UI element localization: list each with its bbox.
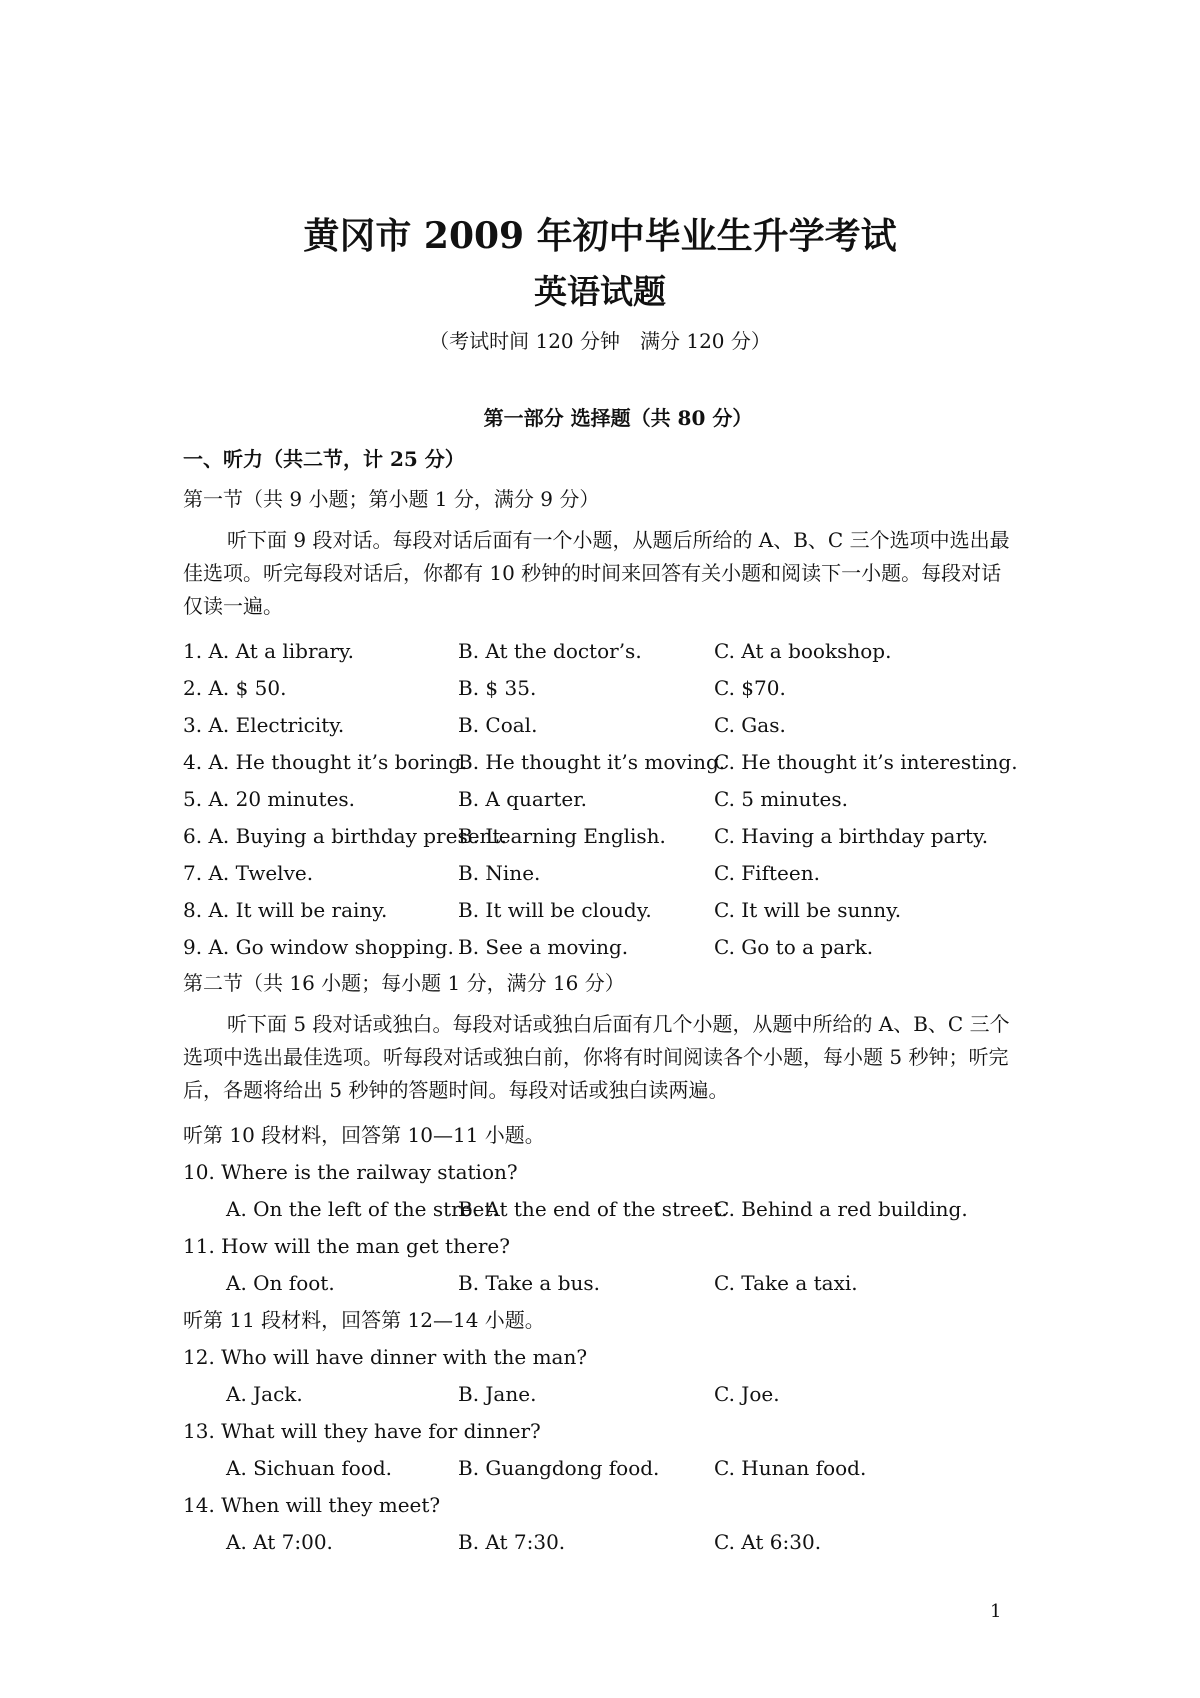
option-a: 6. A. Buying a birthday present. xyxy=(183,824,507,848)
sub-section-1-instructions: 听下面 9 段对话。每段对话后面有一个小题，从题后所给的 A、B、C 三个选项中选出最佳选项。听完每段对话后，你都有 10 秒钟的时间来回答有关小题和阅读下一小题。每段对话仅读一遍。 xyxy=(183,528,1010,618)
question-row xyxy=(183,929,1013,966)
sub-section-2-instructions: 听下面 5 段对话或独白。每段对话或独白后面有几个小题，从题中所给的 A、B、C 三个选项中选出最佳选项。听每段对话或独白前，你将有时间阅读各个小题，每小题 5 秒钟；听完后，各题将给出 5 秒钟的答题时间。每段对话或独白读两遍。 xyxy=(183,1012,1010,1102)
option-a: A. At 7:00. xyxy=(226,1530,333,1554)
question-row xyxy=(183,1524,1013,1561)
option-a: 4. A. He thought it’s boring. xyxy=(183,750,468,774)
question-row xyxy=(183,670,1013,707)
exam-title: 黄冈市 2009 年初中毕业生升学考试 xyxy=(303,215,897,257)
sub-section-2-heading: 第二节（共 16 小题；每小题 1 分，满分 16 分） xyxy=(183,971,625,995)
exam-subtitle: 英语试题 xyxy=(534,272,666,311)
question-row xyxy=(183,1450,1013,1487)
option-a: A. On foot. xyxy=(226,1271,335,1295)
option-c: C. At a bookshop. xyxy=(714,639,892,663)
option-c: C. Having a birthday party. xyxy=(714,824,989,848)
material-note: 听第 11 段材料，回答第 12—14 小题。 xyxy=(183,1308,545,1332)
question-row xyxy=(183,633,1013,670)
option-b: B. Coal. xyxy=(458,713,538,737)
sub-section-1-heading: 第一节（共 9 小题；第小题 1 分，满分 9 分） xyxy=(183,487,600,511)
option-b: B. At 7:30. xyxy=(458,1530,566,1554)
option-b: B. Take a bus. xyxy=(458,1271,601,1295)
option-b: B. Jane. xyxy=(458,1382,537,1406)
part-heading: 第一部分 选择题（共 80 分） xyxy=(483,406,753,430)
option-c: C. Take a taxi. xyxy=(714,1271,858,1295)
question-row xyxy=(183,855,1013,892)
option-b: B. Guangdong food. xyxy=(458,1456,660,1480)
option-a: 9. A. Go window shopping. xyxy=(183,935,454,959)
page-number: 1 xyxy=(990,1601,1002,1622)
question-row xyxy=(183,707,1013,744)
exam-content xyxy=(183,400,1018,1561)
option-c: C. Go to a park. xyxy=(714,935,874,959)
option-a: 8. A. It will be rainy. xyxy=(183,898,388,922)
question-row xyxy=(183,892,1013,929)
option-c: C. Hunan food. xyxy=(714,1456,867,1480)
option-a: A. On the left of the street. xyxy=(226,1197,499,1221)
option-b: B. At the end of the street. xyxy=(458,1197,728,1221)
option-a: 2. A. $ 50. xyxy=(183,676,287,700)
option-b: B. $ 35. xyxy=(458,676,537,700)
material-note: 听第 10 段材料，回答第 10—11 小题。 xyxy=(183,1123,545,1147)
option-c: C. 5 minutes. xyxy=(714,787,849,811)
question-text: 11. How will the man get there? xyxy=(183,1234,510,1258)
option-a: 7. A. Twelve. xyxy=(183,861,314,885)
option-b: B. Nine. xyxy=(458,861,541,885)
question-text: 14. When will they meet? xyxy=(183,1493,441,1517)
option-c: C. Fifteen. xyxy=(714,861,820,885)
question-row xyxy=(183,1265,1013,1302)
option-a: 1. A. At a library. xyxy=(183,639,355,663)
option-c: C. Joe. xyxy=(714,1382,780,1406)
option-b: B. It will be cloudy. xyxy=(458,898,652,922)
option-b: B. At the doctor’s. xyxy=(458,639,642,663)
option-c: C. Gas. xyxy=(714,713,786,737)
option-c: C. At 6:30. xyxy=(714,1530,822,1554)
question-text: 13. What will they have for dinner? xyxy=(183,1419,541,1443)
option-a: 3. A. Electricity. xyxy=(183,713,345,737)
question-text: 12. Who will have dinner with the man? xyxy=(183,1345,588,1369)
option-c: C. $70. xyxy=(714,676,786,700)
exam-time-note: （考试时间 120 分钟 满分 120 分） xyxy=(429,329,771,353)
section-heading-listening: 一、听力（共二节，计 25 分） xyxy=(183,447,465,471)
option-a: A. Jack. xyxy=(226,1382,303,1406)
option-c: C. Behind a red building. xyxy=(714,1197,968,1221)
option-b: B. He thought it’s moving. xyxy=(458,750,726,774)
option-b: B. See a moving. xyxy=(458,935,629,959)
option-b: B. Learning English. xyxy=(458,824,666,848)
option-c: C. It will be sunny. xyxy=(714,898,902,922)
question-row xyxy=(183,1376,1013,1413)
question-row xyxy=(183,1191,1013,1228)
option-c: C. He thought it’s interesting. xyxy=(714,750,1018,774)
option-a: 5. A. 20 minutes. xyxy=(183,787,356,811)
question-text: 10. Where is the railway station? xyxy=(183,1160,518,1184)
question-row xyxy=(183,744,1018,781)
question-row xyxy=(183,818,1013,855)
option-b: B. A quarter. xyxy=(458,787,587,811)
question-row xyxy=(183,781,1013,818)
option-a: A. Sichuan food. xyxy=(226,1456,393,1480)
